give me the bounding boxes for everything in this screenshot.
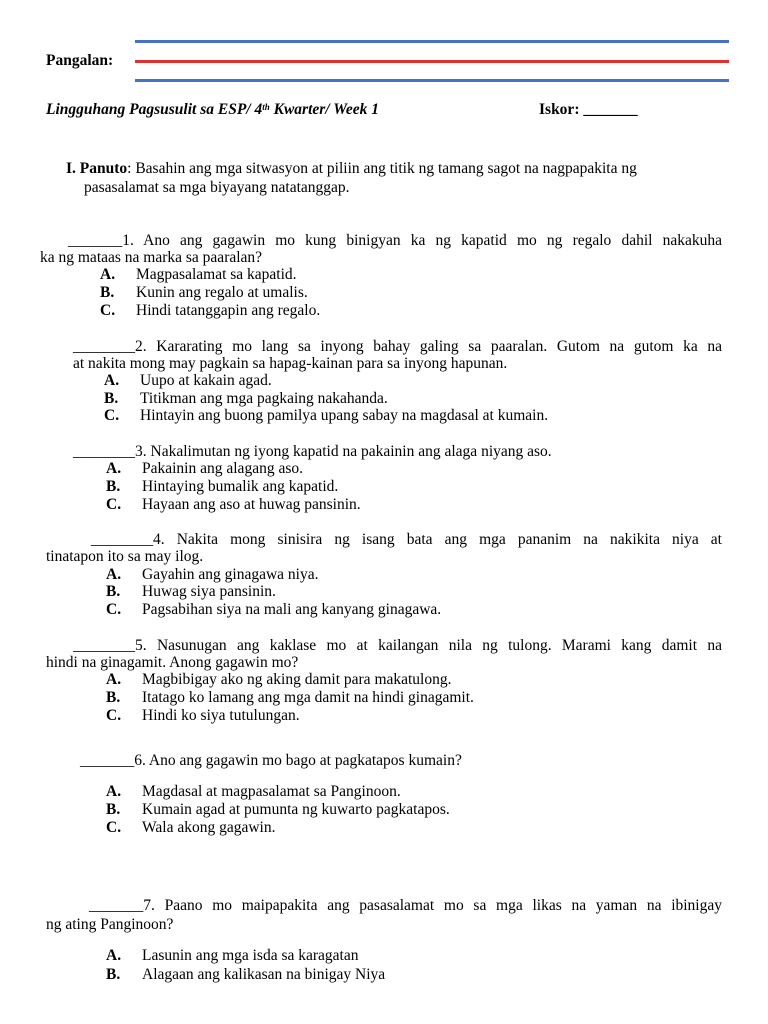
question-4-line-2: tinatapon ito sa may ilog. <box>46 548 204 565</box>
header-line-bottom <box>135 79 729 82</box>
question-7-option-b <box>106 966 385 984</box>
question-6-option-c <box>106 819 275 837</box>
option-letter: C. <box>100 302 116 319</box>
option-text: Lasunin ang mga isda sa karagatan <box>142 947 359 964</box>
option-letter: B. <box>106 689 121 706</box>
option-text: Alagaan ang kalikasan na binigay Niya <box>142 966 386 983</box>
option-letter: C. <box>106 819 122 836</box>
option-text: Huwag siya pansinin. <box>142 583 276 600</box>
option-text: Uupo at kakain agad. <box>140 372 272 389</box>
option-letter: A. <box>106 460 122 477</box>
option-text: Gayahin ang ginagawa niya. <box>142 566 319 583</box>
question-7-line-1: _______7. Paano mo maipapakita ang pasasalamat mo sa mga likas na yaman na ibinigay <box>89 897 722 914</box>
option-text: Kunin ang regalo at umalis. <box>136 284 308 301</box>
question-3-option-a <box>106 460 303 478</box>
option-text: Kumain agad at pumunta ng kuwarto pagkatapos. <box>142 801 450 818</box>
question-4-option-b <box>106 583 276 601</box>
question-1-option-c <box>100 302 320 320</box>
option-letter: C. <box>106 707 122 724</box>
option-text: Hintayin ang buong pamilya upang sabay na magdasal at kumain. <box>140 407 549 424</box>
option-letter: B. <box>104 390 119 407</box>
question-5-line-1: ________5. Nasunugan ang kaklase mo at kailangan nila ng tulong. Marami kang damit na <box>73 637 722 654</box>
option-letter: A. <box>106 783 122 800</box>
exam-title <box>46 101 379 119</box>
question-1-option-b <box>100 284 308 302</box>
option-text: Hindi tatanggapin ang regalo. <box>136 302 321 319</box>
option-letter: A. <box>106 671 122 688</box>
option-letter: A. <box>106 566 122 583</box>
question-2-option-c <box>104 407 548 425</box>
question-4-option-a <box>106 566 318 584</box>
option-letter: B. <box>100 284 115 301</box>
option-letter: B. <box>106 966 121 983</box>
question-4-option-c <box>106 601 441 619</box>
option-text: Magpasalamat sa kapatid. <box>136 266 297 283</box>
option-letter: C. <box>106 496 122 513</box>
title-sup: th <box>262 102 270 112</box>
question-5-line-2: hindi na ginagamit. Anong gagawin mo? <box>46 654 299 671</box>
option-text: Hayaan ang aso at huwag pansinin. <box>142 496 361 513</box>
option-letter: C. <box>106 601 122 618</box>
question-1-option-a <box>100 266 297 284</box>
question-2-option-a <box>104 372 272 390</box>
instructions-number: I. Panuto <box>66 160 128 177</box>
question-3-line-1: ________3. Nakalimutan ng iyong kapatid na pakainin ang alaga niyang aso. <box>73 443 552 460</box>
question-5-option-c <box>106 707 300 725</box>
question-7-option-a <box>106 947 359 965</box>
option-text: Itatago ko lamang ang mga damit na hindi ginagamit. <box>142 689 474 706</box>
option-text: Pagsabihan siya na mali ang kanyang ginagawa. <box>142 601 442 618</box>
option-text: Hintaying bumalik ang kapatid. <box>142 478 339 495</box>
question-5-option-a <box>106 671 452 689</box>
option-text: Magbibigay ako ng aking damit para makatulong. <box>142 671 452 688</box>
question-2-line-2: at nakita mong may pagkain sa hapag-kainan para sa inyong hapunan. <box>73 355 508 372</box>
question-1-line-1: _______1. Ano ang gagawin mo kung binigyan ka ng kapatid mo ng regalo dahil nakakuha <box>68 232 722 249</box>
question-3-option-c <box>106 496 361 514</box>
title-prefix: Lingguhang Pagsusulit sa ESP/ 4 <box>46 101 263 118</box>
question-1-line-2: ka ng mataas na marka sa paaralan? <box>40 249 263 266</box>
option-letter: A. <box>106 947 122 964</box>
title-suffix: Kwarter/ Week 1 <box>269 101 379 118</box>
option-text: Pakainin ang alagang aso. <box>142 460 303 477</box>
instructions-line-2: pasasalamat sa mga biyayang natatanggap. <box>84 179 350 196</box>
question-2-line-1: ________2. Kararating mo lang sa inyong bahay galing sa paaralan. Gutom na gutom ka na <box>73 338 722 355</box>
name-label: Pangalan: <box>46 52 114 69</box>
question-4-line-1: ________4. Nakita mong sinisira ng isang bata ang mga pananim na nakikita niya at <box>91 531 722 548</box>
option-letter: B. <box>106 801 121 818</box>
option-letter: B. <box>106 583 121 600</box>
option-letter: A. <box>104 372 120 389</box>
option-letter: C. <box>104 407 120 424</box>
question-3-option-b <box>106 478 338 496</box>
option-text: Wala akong gagawin. <box>142 819 276 836</box>
option-text: Titikman ang mga pagkaing nakahanda. <box>140 390 388 407</box>
header-line-top <box>135 40 729 43</box>
score-label: Iskor: _______ <box>539 101 638 118</box>
option-text: Magdasal at magpasalamat sa Panginoon. <box>142 783 401 800</box>
option-letter: A. <box>100 266 116 283</box>
option-letter: B. <box>106 478 121 495</box>
option-text: Hindi ko siya tutulungan. <box>142 707 300 724</box>
question-6-line-1: _______6. Ano ang gagawin mo bago at pagkatapos kumain? <box>80 752 462 769</box>
question-6-option-a <box>106 783 401 801</box>
header-line-middle <box>135 60 729 63</box>
question-2-option-b <box>104 390 388 408</box>
instructions-line-1 <box>66 160 722 178</box>
instructions-text-1: : Basahin ang mga sitwasyon at piliin ang titik ng tamang sagot na nagpapakita ng <box>127 160 637 177</box>
question-7-line-2: ng ating Panginoon? <box>46 916 174 933</box>
question-5-option-b <box>106 689 474 707</box>
question-6-option-b <box>106 801 450 819</box>
